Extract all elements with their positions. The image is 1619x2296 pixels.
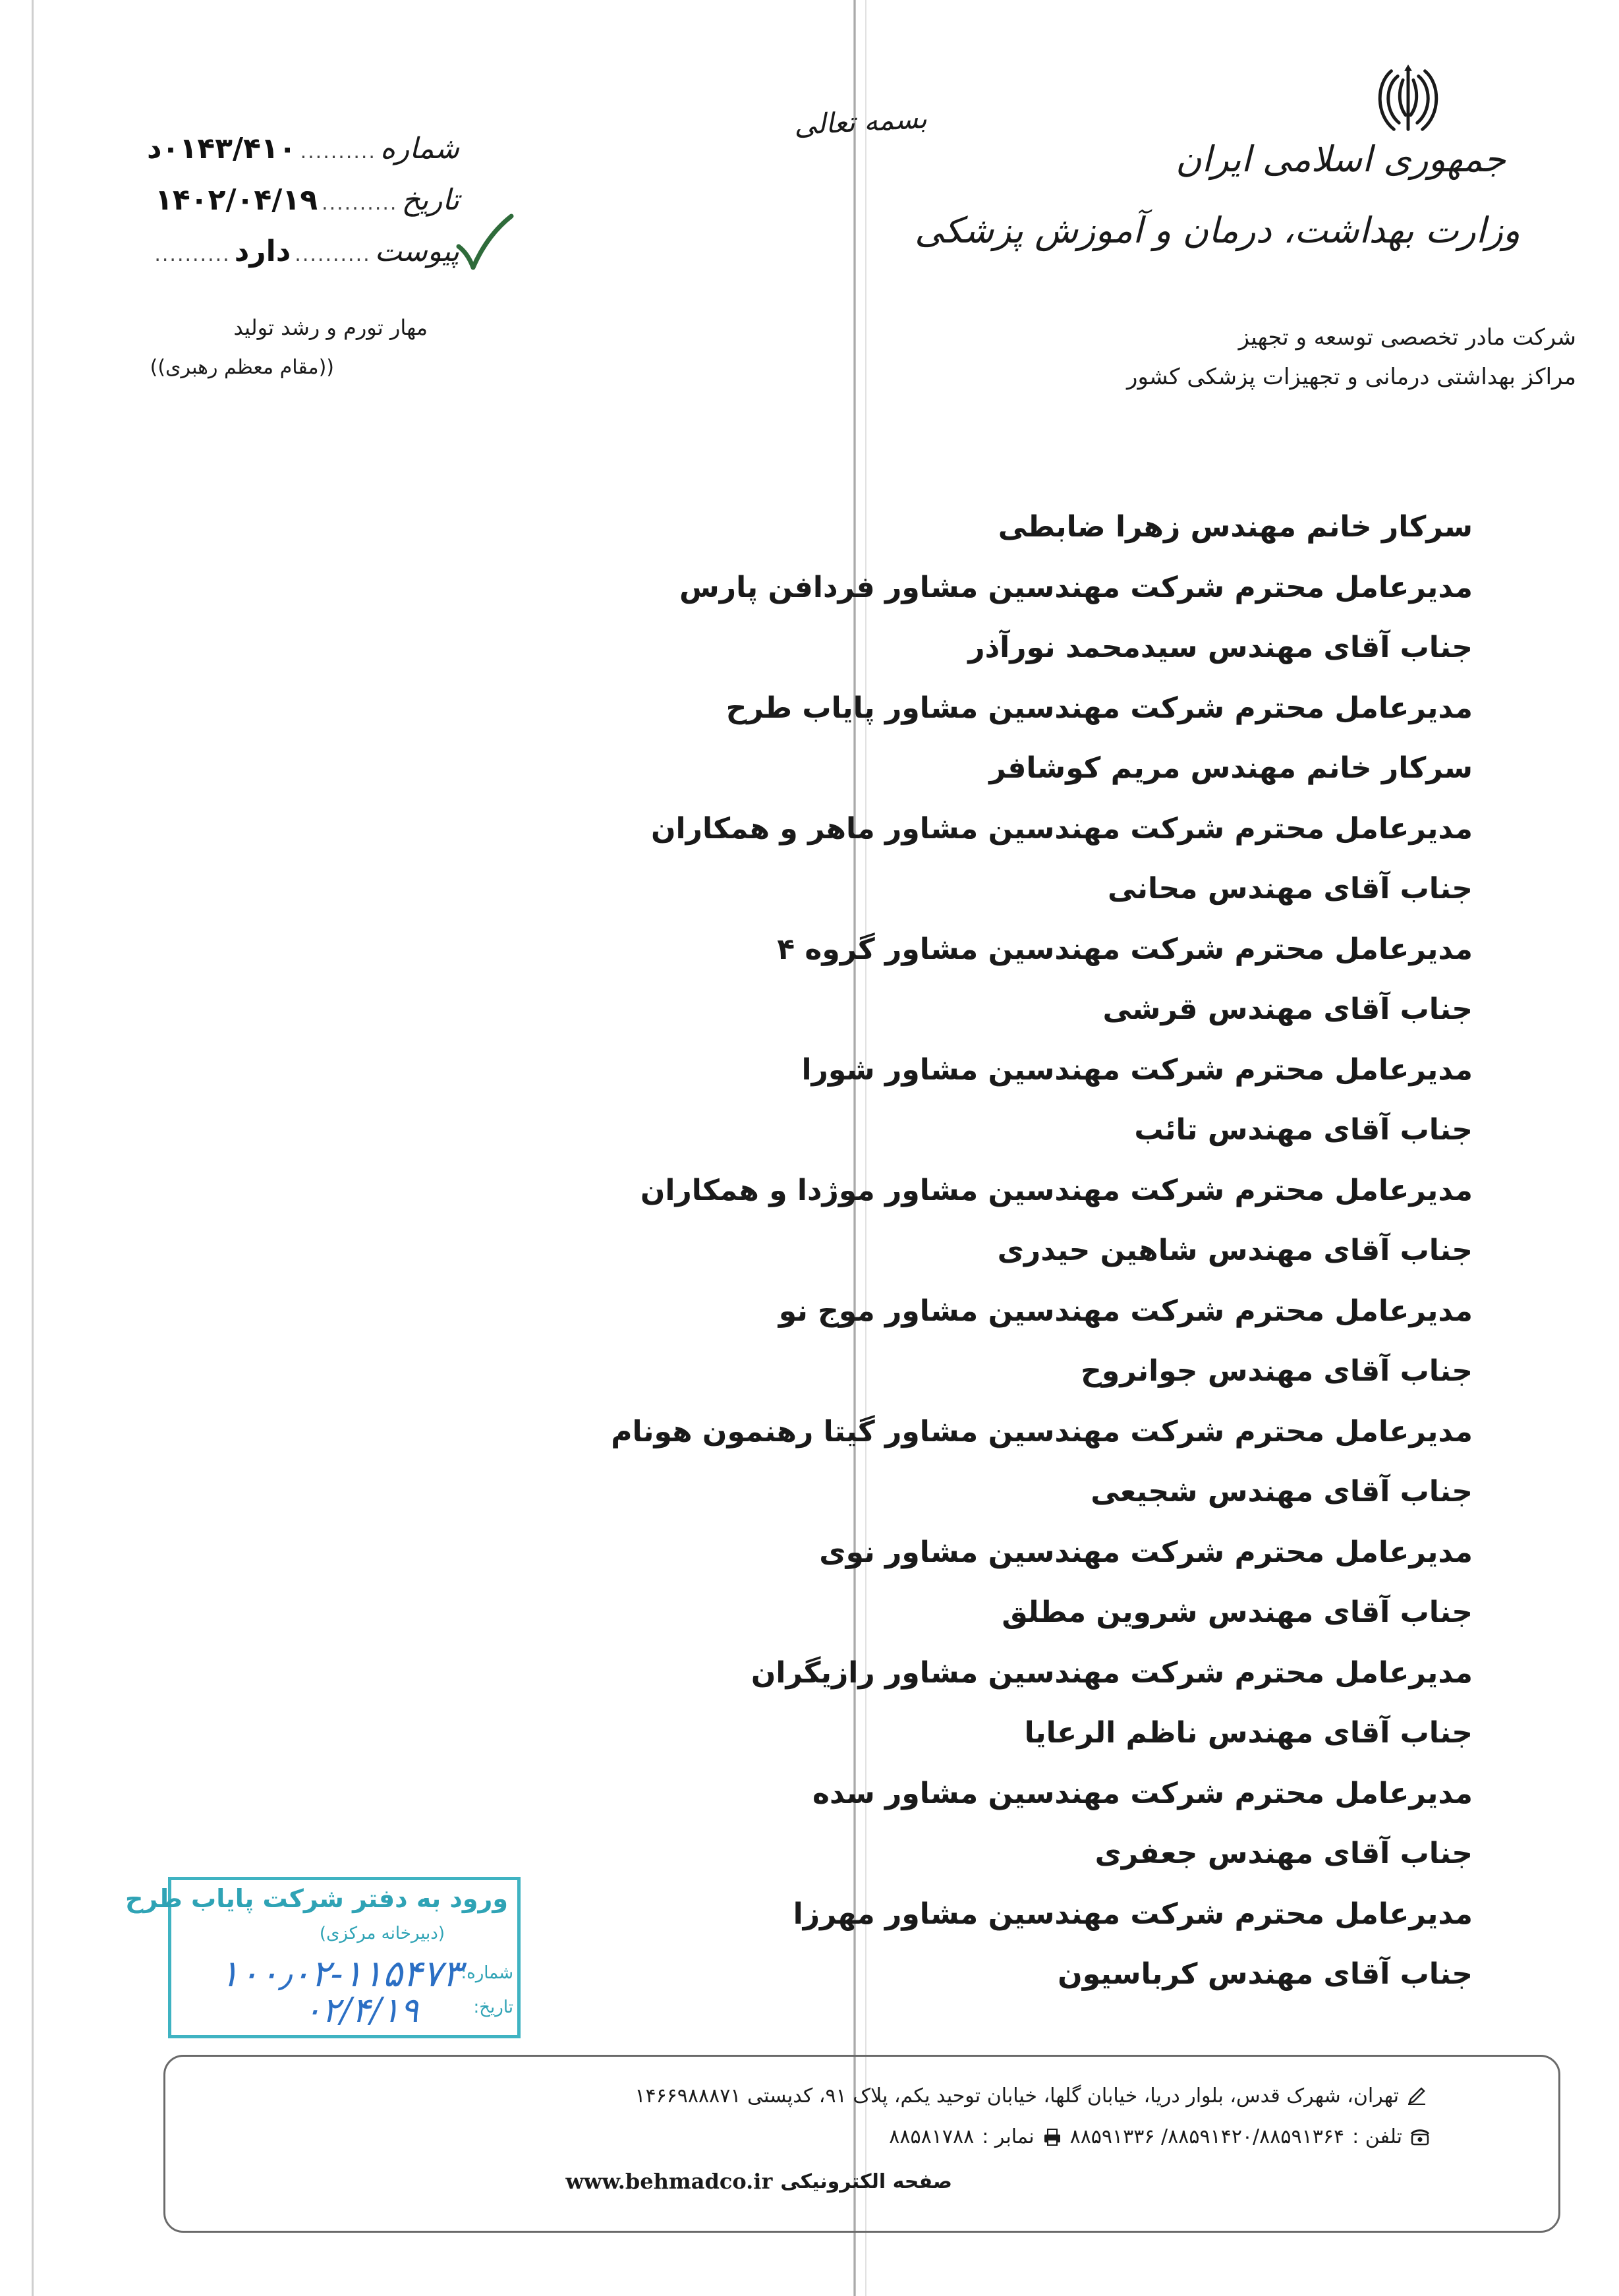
recipient-line: جناب آقای مهندس شاهین حیدری [997, 1234, 1473, 1267]
letter-number-label: شماره [380, 132, 459, 165]
recipient-line: جناب آقای مهندس سیدمحمد نورآذر [968, 631, 1473, 664]
recipient-line: جناب آقای مهندس کرباسیون [1058, 1957, 1473, 1991]
recipient-line: مدیرعامل محترم شرکت مهندسین مشاور فردافن پارس [679, 570, 1473, 604]
letter-date-dots: .......... [322, 192, 398, 215]
slogan-text: مهار تورم و رشد تولید [233, 315, 428, 340]
basmala: بسمه تعالی [793, 101, 928, 142]
footer-web-row [565, 2169, 952, 2194]
recipient-line: جناب آقای مهندس محانی [1108, 872, 1473, 905]
recipients-list [611, 507, 1473, 2015]
stamp-number-value: ۱۰۰٫۰۲-۱۱۵۴۷۳ [219, 1953, 462, 1995]
recipient-line: مدیرعامل محترم شرکت مهندسین مشاور موج نو [778, 1294, 1473, 1328]
recipient-line: جناب آقای مهندس شروین مطلق [1002, 1595, 1473, 1629]
recipient-line: مدیرعامل محترم شرکت مهندسین مشاور گروه ۴ [777, 932, 1473, 966]
checkmark-icon [455, 212, 514, 273]
stamp-subtitle: (دبیرخانه مرکزی) [319, 1924, 445, 1943]
recipient-line: جناب آقای مهندس جعفری [1094, 1837, 1473, 1870]
letter-date-value: ۱۴۰۲/۰۴/۱۹ [155, 183, 318, 217]
fax-number: ۸۸۵۸۱۷۸۸ [889, 2125, 975, 2148]
phone-label: تلفن : [1352, 2125, 1402, 2148]
letter-number-row [147, 132, 459, 165]
website-link[interactable]: www.behmadco.ir [565, 2169, 773, 2194]
attachment-value: دارد [234, 235, 291, 268]
ministry-title: وزارت بهداشت، درمان و آموزش پزشکی [915, 210, 1520, 251]
recipient-line: سرکار خانم مهندس مریم کوشافر [989, 751, 1473, 785]
recipient-line: جناب آقای مهندس ناظم الرعایا [1024, 1716, 1473, 1750]
recipient-line: جناب آقای مهندس جوانروح [1081, 1354, 1473, 1388]
recipient-line: مدیرعامل محترم شرکت مهندسین مشاور پایاب طرح [725, 691, 1473, 725]
recipient-line: سرکار خانم مهندس زهرا ضابطی [998, 510, 1473, 544]
attachment-dots: .......... [295, 243, 371, 266]
stamp-date-value: ۰۲/۴/۱۹ [303, 1991, 418, 2030]
fax-icon [1042, 2128, 1062, 2146]
recipient-line: جناب آقای مهندس شجیعی [1091, 1475, 1473, 1508]
company-name-line-1: شرکت مادر تخصصی توسعه و تجهیز [1238, 324, 1576, 351]
pen-icon [1407, 2087, 1427, 2106]
stamp-number-label: شماره: [461, 1963, 513, 1983]
phone-numbers: ۸۸۵۹۱۴۲۰/۸۸۵۹۱۳۶۴/ ۸۸۵۹۱۳۳۶ [1069, 2125, 1345, 2148]
attachment-row [154, 235, 459, 268]
footer-phone-row [889, 2125, 1430, 2148]
company-name-line-2: مراکز بهداشتی درمانی و تجهیزات پزشکی کشور [1127, 364, 1576, 390]
recipient-line: مدیرعامل محترم شرکت مهندسین مشاور شورا [801, 1052, 1473, 1087]
stamp-date-label: تاریخ: [473, 1997, 513, 2017]
incoming-stamp [125, 1877, 521, 2038]
recipient-line: جناب آقای مهندس قرشی [1102, 992, 1473, 1026]
fax-label: نمابر : [982, 2125, 1035, 2148]
attachment-label: پیوست [374, 235, 459, 268]
web-label: صفحه الکترونیکی [780, 2169, 952, 2193]
letter-number-dots: .......... [300, 140, 376, 163]
footer-contact-box [163, 2055, 1560, 2233]
government-title: جمهوری اسلامی ایران [1176, 138, 1506, 180]
footer-address: تهران، شهرک قدس، بلوار دریا، خیابان گلها، خیابان توحید یکم، پلاک ۹۱، کدپستی ۱۴۶۶۹۸۸۸۷۱ [635, 2084, 1399, 2108]
letter-date-row [155, 183, 459, 217]
recipient-line: مدیرعامل محترم شرکت مهندسین مشاور سده [812, 1776, 1473, 1810]
recipient-line: مدیرعامل محترم شرکت مهندسین مشاور نوی [819, 1535, 1473, 1569]
footer-address-row [635, 2084, 1427, 2108]
letter-number-value: ۰۱۴۳/۴۱۰د [146, 132, 297, 165]
phone-icon [1410, 2128, 1430, 2146]
recipient-line: مدیرعامل محترم شرکت مهندسین مشاور رازیگران [751, 1655, 1473, 1690]
letter-date-label: تاریخ [401, 183, 459, 217]
recipient-line: مدیرعامل محترم شرکت مهندسین مشاور مهرزا [793, 1897, 1473, 1931]
recipient-line: مدیرعامل محترم شرکت مهندسین مشاور ماهر و همکاران [651, 811, 1473, 846]
attachment-dots-trailing: .......... [154, 243, 231, 266]
recipient-line: مدیرعامل محترم شرکت مهندسین مشاور گیتا رهنمون هونام [611, 1414, 1473, 1449]
recipient-line: مدیرعامل محترم شرکت مهندسین مشاور موژدا و همکاران [640, 1173, 1473, 1207]
recipient-line: جناب آقای مهندس تائب [1134, 1113, 1473, 1147]
page-edge [32, 0, 34, 2296]
stamp-title: ورود به دفتر شرکت پایاب طرح [125, 1884, 508, 1913]
iran-emblem-icon [1369, 61, 1447, 138]
slogan-source: ((مقام معظم رهبری)) [150, 356, 334, 379]
